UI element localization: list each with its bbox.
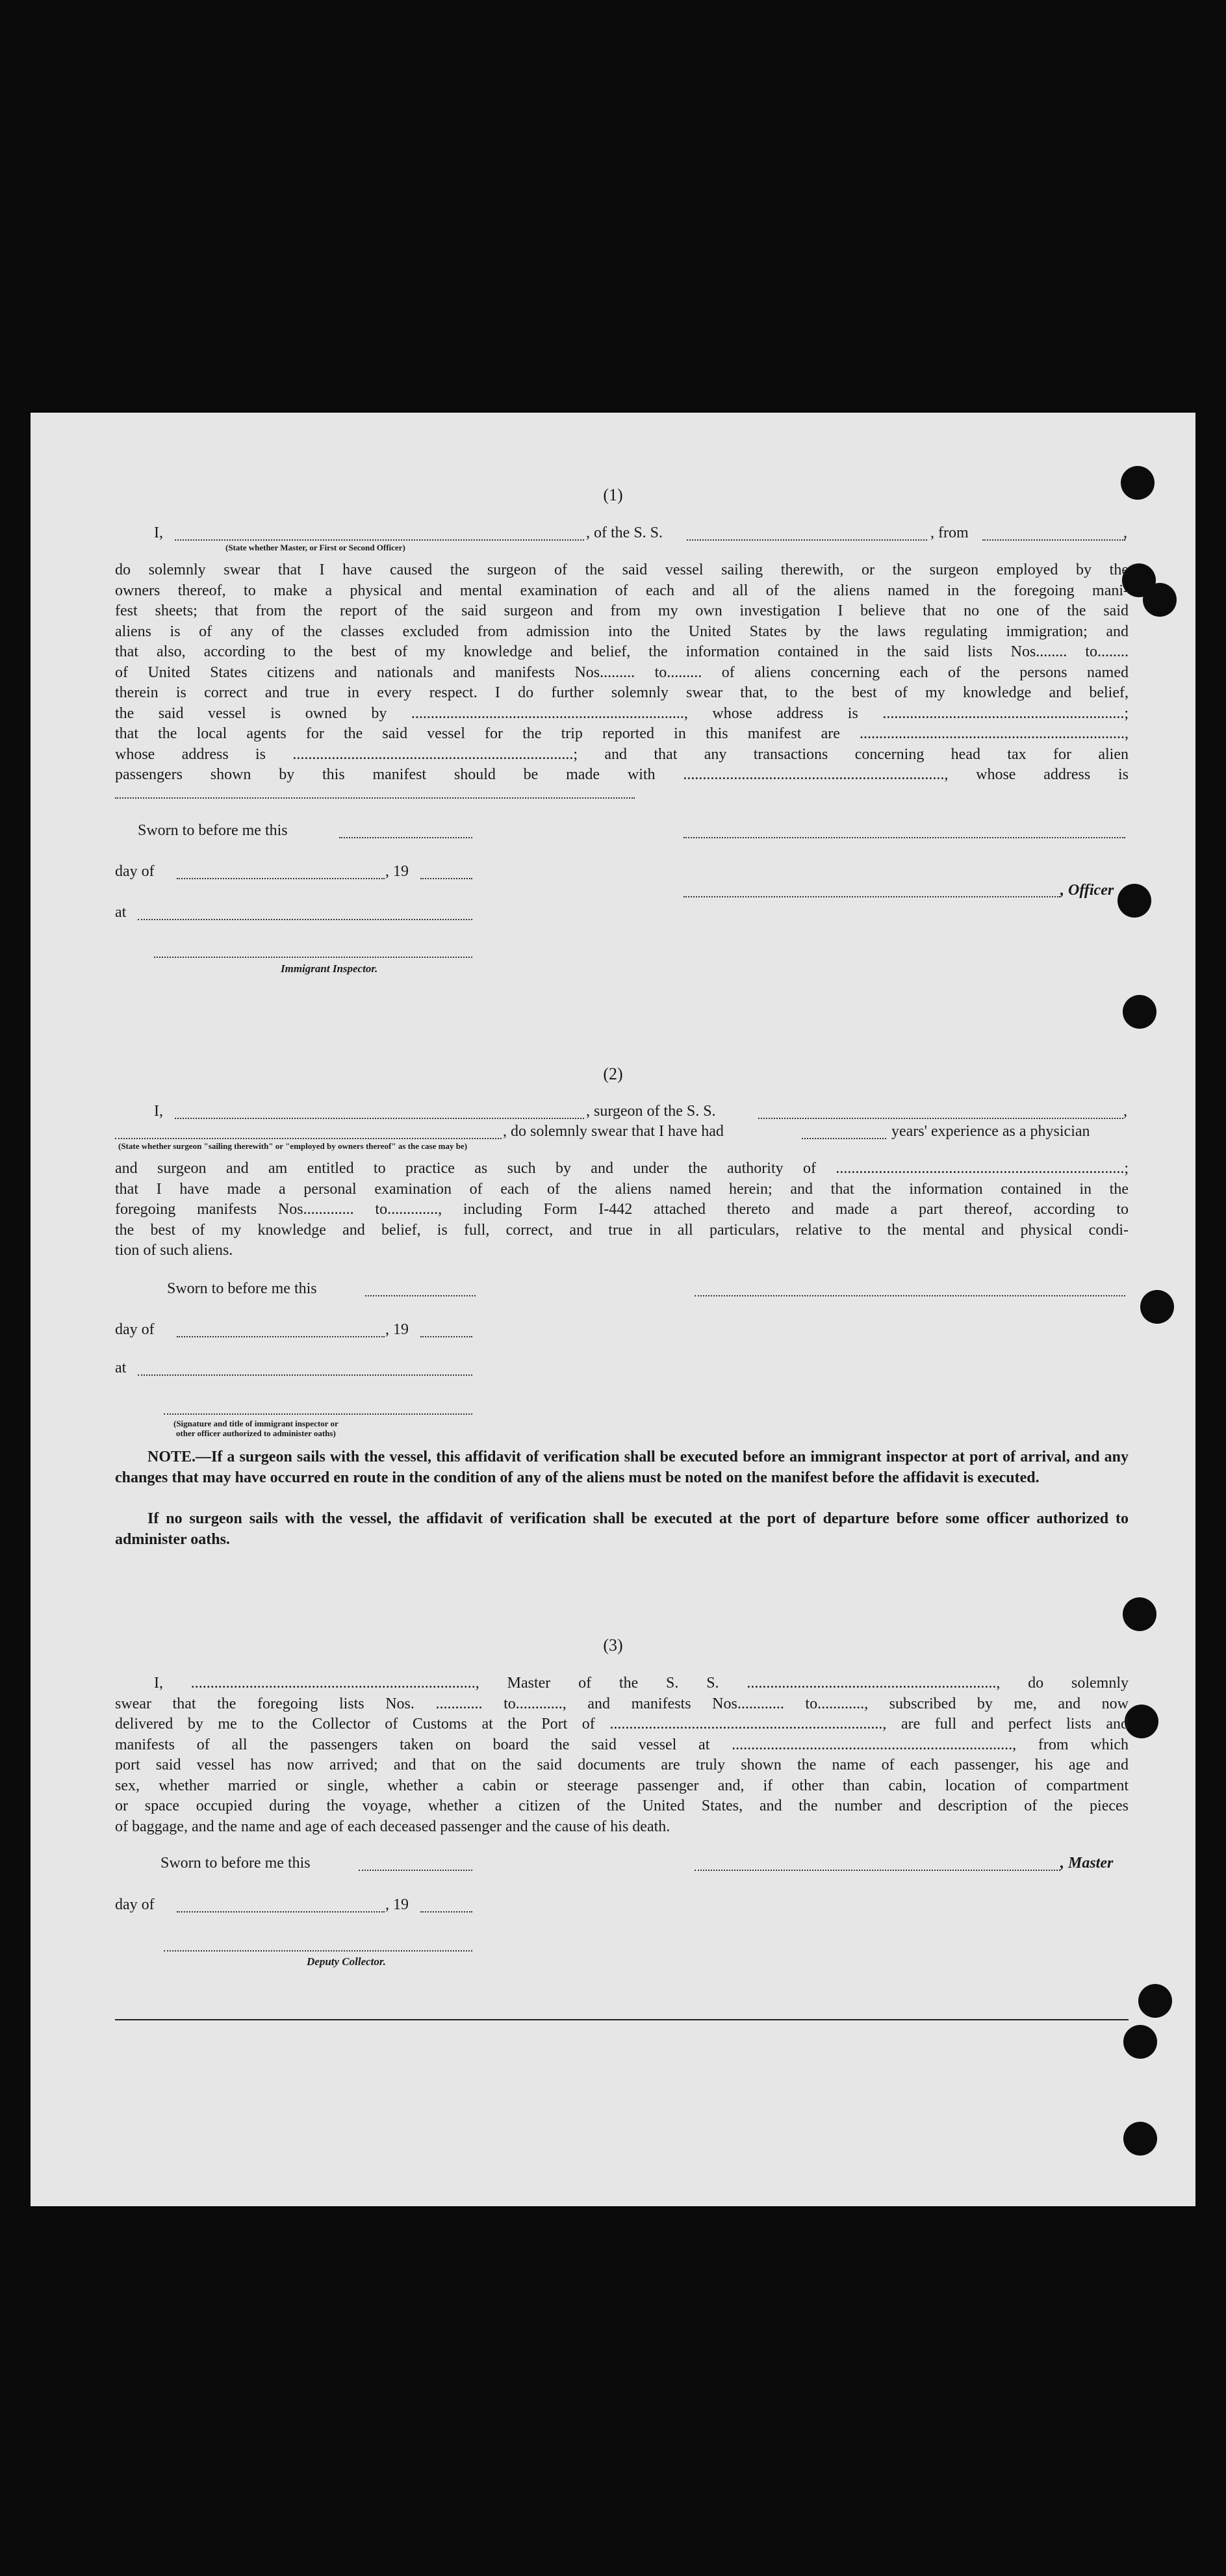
note-paragraph-2 bbox=[115, 1509, 1129, 1550]
month-field[interactable] bbox=[177, 1336, 385, 1337]
section-1-affidavit-text bbox=[115, 560, 1129, 786]
officer-label: , Officer bbox=[1060, 882, 1114, 899]
text-line: do solemnly swear that I have caused the surgeon of the said vessel sailing therewith, or the surgeon employed by the bbox=[115, 561, 1129, 578]
sworn-date-field[interactable] bbox=[339, 837, 472, 838]
surgeon-status-caption: (State whether surgeon "sailing therewith" or "employed by owners thereof" as the case may be) bbox=[118, 1141, 468, 1151]
sworn-date-field[interactable] bbox=[365, 1295, 476, 1296]
master-name-field[interactable] bbox=[175, 539, 584, 541]
day-of-label: day of bbox=[115, 1896, 155, 1913]
note-text: —If a surgeon sails with the vessel, this affidavit of verification shall be executed before an immigrant inspector at port of arrival, and any changes that may have occurred en route in the condition of any of the aliens must be noted on the manifest before the affidavit is executed. bbox=[115, 1449, 1129, 1486]
place-field[interactable] bbox=[138, 919, 472, 920]
from-label: , from bbox=[930, 524, 969, 541]
year-label: , 19 bbox=[385, 863, 409, 880]
inspector-caption: Immigrant Inspector. bbox=[281, 962, 378, 975]
sworn-label: Sworn to before me this bbox=[167, 1280, 317, 1297]
text-line: that I have made a personal examination of each of the aliens named herein; and that the information contained in the bbox=[115, 1180, 1129, 1198]
text-line: I, ........................................................................., Master of the S. S. ................................................................, do solemnly bbox=[154, 1675, 1129, 1692]
section-3-number: (3) bbox=[603, 1636, 623, 1655]
text-line: sex, whether married or single, whether a cabin or steerage passenger and, if other than cabin, location of compartment bbox=[115, 1777, 1129, 1794]
text-line: passengers shown by this manifest should be made with ..................................................................., whose address is bbox=[115, 766, 1129, 783]
text-line: manifests of all the passengers taken on board the said vessel at ........................................................................, from which bbox=[115, 1736, 1129, 1753]
text-line: whose address is ........................................................................; and that any transactions concerning head tax for alien bbox=[115, 745, 1129, 763]
sworn-label: Sworn to before me this bbox=[160, 1855, 311, 1872]
year-label: , 19 bbox=[385, 1321, 409, 1338]
solemnly-swear-label: , do solemnly swear that I have had bbox=[503, 1123, 724, 1140]
punch-hole bbox=[1117, 884, 1151, 918]
surgeon-vessel-field[interactable] bbox=[758, 1118, 1123, 1119]
place-field[interactable] bbox=[138, 1374, 472, 1376]
of-ss-label: , of the S. S. bbox=[586, 524, 663, 541]
at-label: at bbox=[115, 1359, 127, 1376]
punch-hole bbox=[1123, 2025, 1157, 2059]
at-label: at bbox=[115, 904, 127, 921]
year-field[interactable] bbox=[420, 1911, 472, 1913]
inspector-signature-field[interactable] bbox=[164, 1413, 472, 1415]
officer-signature-field[interactable] bbox=[683, 837, 1125, 838]
years-experience-field[interactable] bbox=[802, 1138, 886, 1139]
section-1-number: (1) bbox=[603, 485, 623, 504]
manifest-affidavit-page bbox=[31, 413, 1195, 2206]
text-line: delivered by me to the Collector of Customs at the Port of ......................................................................, are full and perfect lists and bbox=[115, 1716, 1129, 1732]
note-paragraph-1 bbox=[115, 1447, 1129, 1488]
text-line: owners thereof, to make a physical and mental examination of each and all of the aliens named in the foregoing mani- bbox=[115, 582, 1129, 599]
text-line: therein is correct and true in every respect. I do further solemnly swear that, to the best of my knowledge and belief, bbox=[115, 684, 1129, 701]
surgeon-name-field[interactable] bbox=[175, 1118, 584, 1119]
text-line: port said vessel has now arrived; and that on the said documents are truly shown the name of each passenger, his age and bbox=[115, 1757, 1129, 1773]
month-field[interactable] bbox=[177, 878, 385, 879]
signature-caption bbox=[173, 1419, 338, 1438]
text-line: the best of my knowledge and belief, is full, correct, and true in all particulars, relative to the mental and physical condi- bbox=[115, 1221, 1129, 1239]
agent-address-field[interactable] bbox=[115, 797, 635, 799]
section-2-number: (2) bbox=[603, 1064, 623, 1083]
text-line: swear that the foregoing lists Nos. ............ to............, and manifests Nos............ to............, subscribed by me, and now bbox=[115, 1695, 1129, 1712]
surgeon-of-ss-label: , surgeon of the S. S. bbox=[586, 1103, 716, 1120]
years-experience-label: years' experience as a physician bbox=[891, 1123, 1090, 1140]
inspector-signature-field[interactable] bbox=[154, 957, 472, 958]
collector-caption: Deputy Collector. bbox=[307, 1955, 386, 1968]
vessel-name-field[interactable] bbox=[687, 539, 927, 541]
officer-title-field[interactable] bbox=[683, 896, 1060, 897]
punch-hole bbox=[1123, 995, 1156, 1029]
master-signature-field[interactable] bbox=[695, 1870, 1060, 1871]
punch-hole bbox=[1123, 1597, 1156, 1631]
note-heading: NOTE. bbox=[147, 1449, 196, 1465]
punch-hole bbox=[1125, 1705, 1158, 1738]
signature-caption-line: other officer authorized to administer oaths) bbox=[175, 1428, 336, 1438]
text-line: that the local agents for the said vessel for the trip reported in this manifest are ...................................................................., bbox=[115, 725, 1129, 742]
text-line: or space occupied during the voyage, whether a citizen of the United States, and the number and description of the pieces bbox=[115, 1797, 1129, 1814]
year-field[interactable] bbox=[420, 1336, 472, 1337]
text-line: that also, according to the best of my knowledge and belief, the information contained in the said lists Nos........ to........ bbox=[115, 643, 1129, 660]
bottom-rule bbox=[115, 2019, 1129, 2020]
text-line: tion of such aliens. bbox=[115, 1242, 233, 1259]
sworn-date-field[interactable] bbox=[359, 1870, 472, 1871]
sworn-label: Sworn to before me this bbox=[138, 822, 288, 839]
text-line: and surgeon and am entitled to practice as such by and under the authority of ..........................................................................; bbox=[115, 1160, 1129, 1177]
master-label: , Master bbox=[1060, 1855, 1114, 1872]
text-line: fest sheets; that from the report of the said surgeon and from my own investigation I believe that no one of the said bbox=[115, 602, 1129, 619]
section-2-i: I, bbox=[154, 1103, 163, 1120]
comma: , bbox=[1123, 524, 1127, 541]
text-line: of baggage, and the name and age of each deceased passenger and the cause of his death. bbox=[115, 1818, 670, 1835]
day-of-label: day of bbox=[115, 863, 155, 880]
section-2-affidavit-text bbox=[115, 1159, 1129, 1261]
punch-hole bbox=[1143, 583, 1177, 617]
punch-hole bbox=[1140, 1290, 1174, 1324]
text-line: of United States citizens and nationals and manifests Nos......... to......... of aliens concerning each of the persons named bbox=[115, 663, 1129, 681]
text-line: the said vessel is owned by ......................................................................, whose address is ..............................................................; bbox=[115, 704, 1129, 722]
text-line: aliens is of any of the classes excluded from admission into the United States by the laws regulating immigration; and bbox=[115, 623, 1129, 640]
punch-hole bbox=[1138, 1984, 1172, 2018]
day-of-label: day of bbox=[115, 1321, 155, 1338]
punch-hole bbox=[1123, 2122, 1157, 2156]
comma: , bbox=[1123, 1103, 1127, 1120]
month-field[interactable] bbox=[177, 1911, 385, 1913]
text-line: foregoing manifests Nos............. to............., including Form I-442 attached thereto and made a part thereof, according to bbox=[115, 1201, 1129, 1218]
surgeon-status-field[interactable] bbox=[115, 1138, 502, 1139]
section-3-affidavit-text bbox=[115, 1673, 1129, 1837]
signature-caption-line: (Signature and title of immigrant inspector or bbox=[173, 1419, 338, 1428]
year-field[interactable] bbox=[420, 878, 472, 879]
from-port-field[interactable] bbox=[982, 539, 1125, 541]
section-1-i: I, bbox=[154, 524, 163, 541]
year-label: , 19 bbox=[385, 1896, 409, 1913]
note-text: If no surgeon sails with the vessel, the affidavit of verification shall be executed at the port of departure before some officer authorized to administer oaths. bbox=[115, 1510, 1129, 1548]
officer-rank-caption: (State whether Master, or First or Second Officer) bbox=[225, 543, 405, 552]
collector-signature-field[interactable] bbox=[164, 1950, 472, 1951]
surgeon-signature-field[interactable] bbox=[695, 1295, 1125, 1296]
